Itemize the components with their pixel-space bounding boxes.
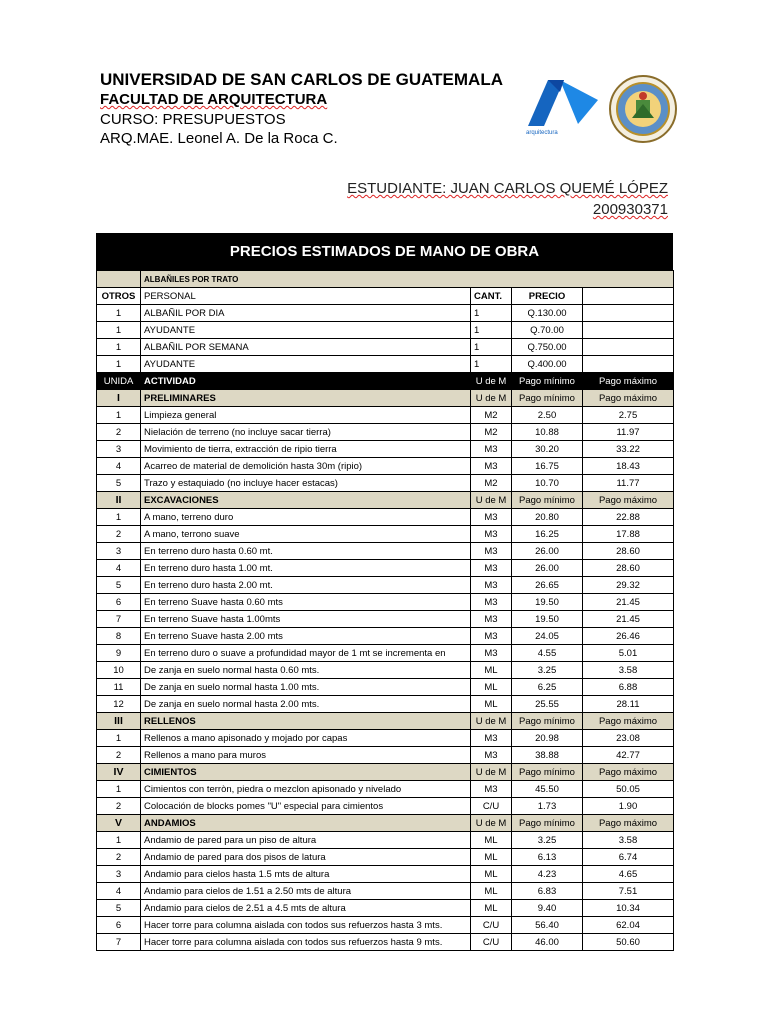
activity-pago-maximo: 3.58 — [583, 832, 674, 849]
activity-pago-minimo: 3.25 — [512, 832, 583, 849]
section-title: PRELIMINARES — [141, 390, 471, 407]
activity-pago-maximo: 17.88 — [583, 526, 674, 543]
row-empty — [583, 356, 674, 373]
activity-number: 4 — [97, 560, 141, 577]
activity-pago-minimo: 3.25 — [512, 662, 583, 679]
section-pago-maximo: Pago máximo — [583, 492, 674, 509]
activity-pago-maximo: 23.08 — [583, 730, 674, 747]
activity-row — [97, 849, 674, 866]
activity-udm: M3 — [471, 628, 512, 645]
activity-pago-maximo: 7.51 — [583, 883, 674, 900]
row-price: Q.400.00 — [512, 356, 583, 373]
activity-pago-maximo: 29.32 — [583, 577, 674, 594]
activity-pago-minimo: 26.00 — [512, 543, 583, 560]
row-number: 1 — [97, 356, 141, 373]
section-header-row — [97, 390, 674, 407]
activity-udm: M3 — [471, 747, 512, 764]
activity-udm: M3 — [471, 509, 512, 526]
activity-description: En terreno Suave hasta 0.60 mts — [141, 594, 471, 611]
section-udm: U de M — [471, 815, 512, 832]
activity-pago-minimo: 16.75 — [512, 458, 583, 475]
section-number: IV — [97, 764, 141, 781]
personal-header-row — [97, 288, 674, 305]
activity-description: En terreno duro hasta 2.00 mt. — [141, 577, 471, 594]
activity-row — [97, 611, 674, 628]
column-header-row — [97, 373, 674, 390]
activity-row — [97, 696, 674, 713]
row-description: ALBAÑIL POR DIA — [141, 305, 471, 322]
activity-number: 9 — [97, 645, 141, 662]
document-header — [100, 70, 503, 149]
activity-number: 5 — [97, 900, 141, 917]
section-pago-minimo: Pago mínimo — [512, 764, 583, 781]
activity-number: 2 — [97, 798, 141, 815]
activity-number: 1 — [97, 730, 141, 747]
logo-text: arquitectura — [526, 130, 558, 136]
activity-row — [97, 526, 674, 543]
activity-number: 1 — [97, 832, 141, 849]
activity-description: Andamio para cielos de 2.51 a 4.5 mts de altura — [141, 900, 471, 917]
activity-description: Andamio para cielos hasta 1.5 mts de altura — [141, 866, 471, 883]
activity-udm: ML — [471, 866, 512, 883]
activity-udm: ML — [471, 662, 512, 679]
activity-pago-minimo: 38.88 — [512, 747, 583, 764]
row-empty — [583, 305, 674, 322]
section-pago-minimo: Pago mínimo — [512, 713, 583, 730]
activity-description: De zanja en suelo normal hasta 1.00 mts. — [141, 679, 471, 696]
section-pago-minimo: Pago mínimo — [512, 815, 583, 832]
row-number: 1 — [97, 339, 141, 356]
activity-row — [97, 917, 674, 934]
activity-udm: M3 — [471, 458, 512, 475]
activity-pago-maximo: 5.01 — [583, 645, 674, 662]
activity-description: Rellenos a mano apisonado y mojado por capas — [141, 730, 471, 747]
activity-description: Acarreo de material de demolición hasta 30m (ripio) — [141, 458, 471, 475]
activity-row — [97, 900, 674, 917]
activity-number: 2 — [97, 747, 141, 764]
activity-udm: ML — [471, 900, 512, 917]
activity-row — [97, 883, 674, 900]
activity-pago-minimo: 56.40 — [512, 917, 583, 934]
activity-pago-maximo: 11.97 — [583, 424, 674, 441]
activity-udm: ML — [471, 832, 512, 849]
activity-number: 1 — [97, 509, 141, 526]
activity-description: Andamio de pared para dos pisos de latura — [141, 849, 471, 866]
activity-number: 8 — [97, 628, 141, 645]
activity-pago-maximo: 4.65 — [583, 866, 674, 883]
section-title: EXCAVACIONES — [141, 492, 471, 509]
activity-pago-maximo: 1.90 — [583, 798, 674, 815]
activity-row — [97, 798, 674, 815]
section-pago-minimo: Pago mínimo — [512, 492, 583, 509]
personal-row — [97, 339, 674, 356]
activity-description: Nielación de terreno (no incluye sacar tierra) — [141, 424, 471, 441]
row-empty — [583, 339, 674, 356]
activity-pago-minimo: 19.50 — [512, 611, 583, 628]
activity-pago-maximo: 28.60 — [583, 543, 674, 560]
activity-row — [97, 407, 674, 424]
activity-pago-minimo: 2.50 — [512, 407, 583, 424]
activity-number: 5 — [97, 577, 141, 594]
activity-pago-maximo: 33.22 — [583, 441, 674, 458]
activity-row — [97, 441, 674, 458]
col-otros: OTROS — [97, 288, 141, 305]
section-pago-maximo: Pago máximo — [583, 764, 674, 781]
activity-number: 11 — [97, 679, 141, 696]
section-title: CIMIENTOS — [141, 764, 471, 781]
row-price: Q.130.00 — [512, 305, 583, 322]
activity-udm: M3 — [471, 730, 512, 747]
activity-row — [97, 628, 674, 645]
activity-pago-minimo: 6.13 — [512, 849, 583, 866]
activity-description: Rellenos a mano para muros — [141, 747, 471, 764]
activity-number: 2 — [97, 526, 141, 543]
row-quantity: 1 — [471, 305, 512, 322]
activity-udm: C/U — [471, 798, 512, 815]
activity-row — [97, 509, 674, 526]
price-grid-body — [97, 271, 674, 951]
activity-row — [97, 594, 674, 611]
activity-description: Movimiento de tierra, extracción de ripio tierra — [141, 441, 471, 458]
activity-udm: M2 — [471, 424, 512, 441]
row-number: 1 — [97, 322, 141, 339]
activity-description: Limpieza general — [141, 407, 471, 424]
activity-pago-maximo: 42.77 — [583, 747, 674, 764]
activity-pago-minimo: 45.50 — [512, 781, 583, 798]
activity-description: En terreno Suave hasta 2.00 mts — [141, 628, 471, 645]
activity-udm: C/U — [471, 934, 512, 951]
activity-row — [97, 645, 674, 662]
university-name: UNIVERSIDAD DE SAN CARLOS DE GUATEMALA — [100, 70, 503, 89]
section-number: II — [97, 492, 141, 509]
activity-pago-maximo: 3.58 — [583, 662, 674, 679]
activity-description: En terreno duro hasta 0.60 mt. — [141, 543, 471, 560]
activity-pago-minimo: 16.25 — [512, 526, 583, 543]
activity-description: De zanja en suelo normal hasta 0.60 mts. — [141, 662, 471, 679]
activity-pago-minimo: 6.83 — [512, 883, 583, 900]
activity-udm: ML — [471, 883, 512, 900]
activity-description: Andamio para cielos de 1.51 a 2.50 mts de altura — [141, 883, 471, 900]
activity-udm: M3 — [471, 526, 512, 543]
activity-pago-maximo: 28.60 — [583, 560, 674, 577]
activity-pago-minimo: 19.50 — [512, 594, 583, 611]
activity-pago-maximo: 6.74 — [583, 849, 674, 866]
col-cant: CANT. — [471, 288, 512, 305]
activity-number: 2 — [97, 424, 141, 441]
activity-number: 3 — [97, 441, 141, 458]
activity-pago-maximo: 21.45 — [583, 611, 674, 628]
university-seal — [608, 74, 678, 144]
col-unidad: UNIDA — [97, 373, 141, 390]
activity-description: En terreno duro o suave a profundidad mayor de 1 mt se incrementa en — [141, 645, 471, 662]
personal-row — [97, 356, 674, 373]
activity-number: 6 — [97, 917, 141, 934]
activity-pago-minimo: 20.80 — [512, 509, 583, 526]
row-quantity: 1 — [471, 356, 512, 373]
architecture-logo — [524, 76, 600, 136]
section-udm: U de M — [471, 390, 512, 407]
activity-pago-maximo: 10.34 — [583, 900, 674, 917]
activity-udm: M2 — [471, 475, 512, 492]
section-number: V — [97, 815, 141, 832]
col-udm: U de M — [471, 373, 512, 390]
activity-pago-maximo: 26.46 — [583, 628, 674, 645]
activity-pago-minimo: 26.65 — [512, 577, 583, 594]
row-empty — [583, 322, 674, 339]
activity-row — [97, 934, 674, 951]
activity-row — [97, 832, 674, 849]
activity-udm: M3 — [471, 560, 512, 577]
activity-udm: M3 — [471, 441, 512, 458]
row-description: AYUDANTE — [141, 356, 471, 373]
activity-row — [97, 543, 674, 560]
activity-description: Cimientos con terròn, piedra o mezclon apisonado y nivelado — [141, 781, 471, 798]
activity-description: A mano, terrono suave — [141, 526, 471, 543]
activity-description: En terreno Suave hasta 1.00mts — [141, 611, 471, 628]
activity-number: 4 — [97, 883, 141, 900]
activity-pago-maximo: 22.88 — [583, 509, 674, 526]
col-actividad: ACTIVIDAD — [141, 373, 471, 390]
activity-number: 7 — [97, 611, 141, 628]
activity-pago-minimo: 25.55 — [512, 696, 583, 713]
col-precio: PRECIO — [512, 288, 583, 305]
section-pago-minimo: Pago mínimo — [512, 390, 583, 407]
activity-pago-maximo: 62.04 — [583, 917, 674, 934]
activity-pago-minimo: 4.23 — [512, 866, 583, 883]
activity-pago-maximo: 28.11 — [583, 696, 674, 713]
activity-number: 3 — [97, 543, 141, 560]
activity-row — [97, 730, 674, 747]
activity-udm: ML — [471, 849, 512, 866]
col-personal: PERSONAL — [141, 288, 471, 305]
section-udm: U de M — [471, 713, 512, 730]
activity-pago-minimo: 30.20 — [512, 441, 583, 458]
activity-description: En terreno duro hasta 1.00 mt. — [141, 560, 471, 577]
activity-description: Colocación de blocks pomes "U" especial para cimientos — [141, 798, 471, 815]
row-quantity: 1 — [471, 322, 512, 339]
activity-udm: M3 — [471, 594, 512, 611]
activity-pago-minimo: 26.00 — [512, 560, 583, 577]
activity-row — [97, 679, 674, 696]
price-grid — [96, 270, 674, 951]
student-name: ESTUDIANTE: JUAN CARLOS QUEMÉ LÓPEZ — [347, 180, 668, 197]
section-number: III — [97, 713, 141, 730]
section-udm: U de M — [471, 764, 512, 781]
section-header-row — [97, 713, 674, 730]
col-empty — [583, 288, 674, 305]
col-pago-minimo: Pago mínimo — [512, 373, 583, 390]
activity-number: 2 — [97, 849, 141, 866]
activity-udm: M3 — [471, 543, 512, 560]
activity-row — [97, 662, 674, 679]
personal-row — [97, 322, 674, 339]
section-udm: U de M — [471, 492, 512, 509]
activity-row — [97, 475, 674, 492]
activity-row — [97, 560, 674, 577]
activity-pago-minimo: 1.73 — [512, 798, 583, 815]
activity-pago-minimo: 20.98 — [512, 730, 583, 747]
activity-pago-minimo: 10.70 — [512, 475, 583, 492]
table-title: PRECIOS ESTIMADOS DE MANO DE OBRA — [96, 233, 673, 270]
subheader-row — [97, 271, 674, 288]
section-header-row — [97, 815, 674, 832]
subheader-empty — [97, 271, 141, 288]
subheader-label: ALBAÑILES POR TRATO — [141, 271, 674, 288]
row-price: Q.70.00 — [512, 322, 583, 339]
activity-pago-minimo: 9.40 — [512, 900, 583, 917]
section-title: ANDAMIOS — [141, 815, 471, 832]
activity-description: Trazo y estaquiado (no incluye hacer estacas) — [141, 475, 471, 492]
activity-pago-maximo: 11.77 — [583, 475, 674, 492]
activity-pago-maximo: 21.45 — [583, 594, 674, 611]
student-info — [347, 178, 668, 220]
activity-row — [97, 747, 674, 764]
activity-udm: M3 — [471, 577, 512, 594]
activity-description: Andamio de pared para un piso de altura — [141, 832, 471, 849]
section-header-row — [97, 492, 674, 509]
activity-pago-minimo: 6.25 — [512, 679, 583, 696]
activity-udm: ML — [471, 696, 512, 713]
section-title: RELLENOS — [141, 713, 471, 730]
activity-pago-maximo: 18.43 — [583, 458, 674, 475]
activity-pago-maximo: 50.60 — [583, 934, 674, 951]
personal-row — [97, 305, 674, 322]
activity-pago-minimo: 46.00 — [512, 934, 583, 951]
section-header-row — [97, 764, 674, 781]
activity-pago-maximo: 50.05 — [583, 781, 674, 798]
activity-udm: C/U — [471, 917, 512, 934]
price-table — [96, 233, 673, 951]
activity-number: 1 — [97, 781, 141, 798]
activity-udm: M3 — [471, 611, 512, 628]
student-id: 200930371 — [592, 201, 668, 218]
activity-number: 4 — [97, 458, 141, 475]
activity-number: 1 — [97, 407, 141, 424]
activity-udm: ML — [471, 679, 512, 696]
activity-number: 12 — [97, 696, 141, 713]
section-pago-maximo: Pago máximo — [583, 815, 674, 832]
activity-pago-minimo: 4.55 — [512, 645, 583, 662]
activity-pago-maximo: 6.88 — [583, 679, 674, 696]
activity-number: 5 — [97, 475, 141, 492]
row-number: 1 — [97, 305, 141, 322]
activity-pago-minimo: 10.88 — [512, 424, 583, 441]
row-quantity: 1 — [471, 339, 512, 356]
activity-row — [97, 781, 674, 798]
activity-description: Hacer torre para columna aislada con todos sus refuerzos hasta 3 mts. — [141, 917, 471, 934]
activity-pago-maximo: 2.75 — [583, 407, 674, 424]
activity-description: Hacer torre para columna aislada con todos sus refuerzos hasta 9 mts. — [141, 934, 471, 951]
course-name: CURSO: PRESUPUESTOS — [100, 111, 286, 128]
activity-description: A mano, terreno duro — [141, 509, 471, 526]
row-description: AYUDANTE — [141, 322, 471, 339]
activity-number: 10 — [97, 662, 141, 679]
activity-row — [97, 458, 674, 475]
row-description: ALBAÑIL POR SEMANA — [141, 339, 471, 356]
activity-pago-minimo: 24.05 — [512, 628, 583, 645]
activity-row — [97, 577, 674, 594]
col-pago-maximo: Pago máximo — [583, 373, 674, 390]
section-pago-maximo: Pago máximo — [583, 713, 674, 730]
row-price: Q.750.00 — [512, 339, 583, 356]
activity-row — [97, 424, 674, 441]
activity-udm: M3 — [471, 645, 512, 662]
activity-description: De zanja en suelo normal hasta 2.00 mts. — [141, 696, 471, 713]
section-number: I — [97, 390, 141, 407]
activity-row — [97, 866, 674, 883]
activity-udm: M2 — [471, 407, 512, 424]
section-pago-maximo: Pago máximo — [583, 390, 674, 407]
activity-number: 7 — [97, 934, 141, 951]
faculty-name: FACULTAD DE ARQUITECTURA — [100, 91, 328, 108]
activity-udm: M3 — [471, 781, 512, 798]
activity-number: 3 — [97, 866, 141, 883]
activity-number: 6 — [97, 594, 141, 611]
teacher-name: ARQ.MAE. Leonel A. De la Roca C. — [100, 130, 338, 147]
